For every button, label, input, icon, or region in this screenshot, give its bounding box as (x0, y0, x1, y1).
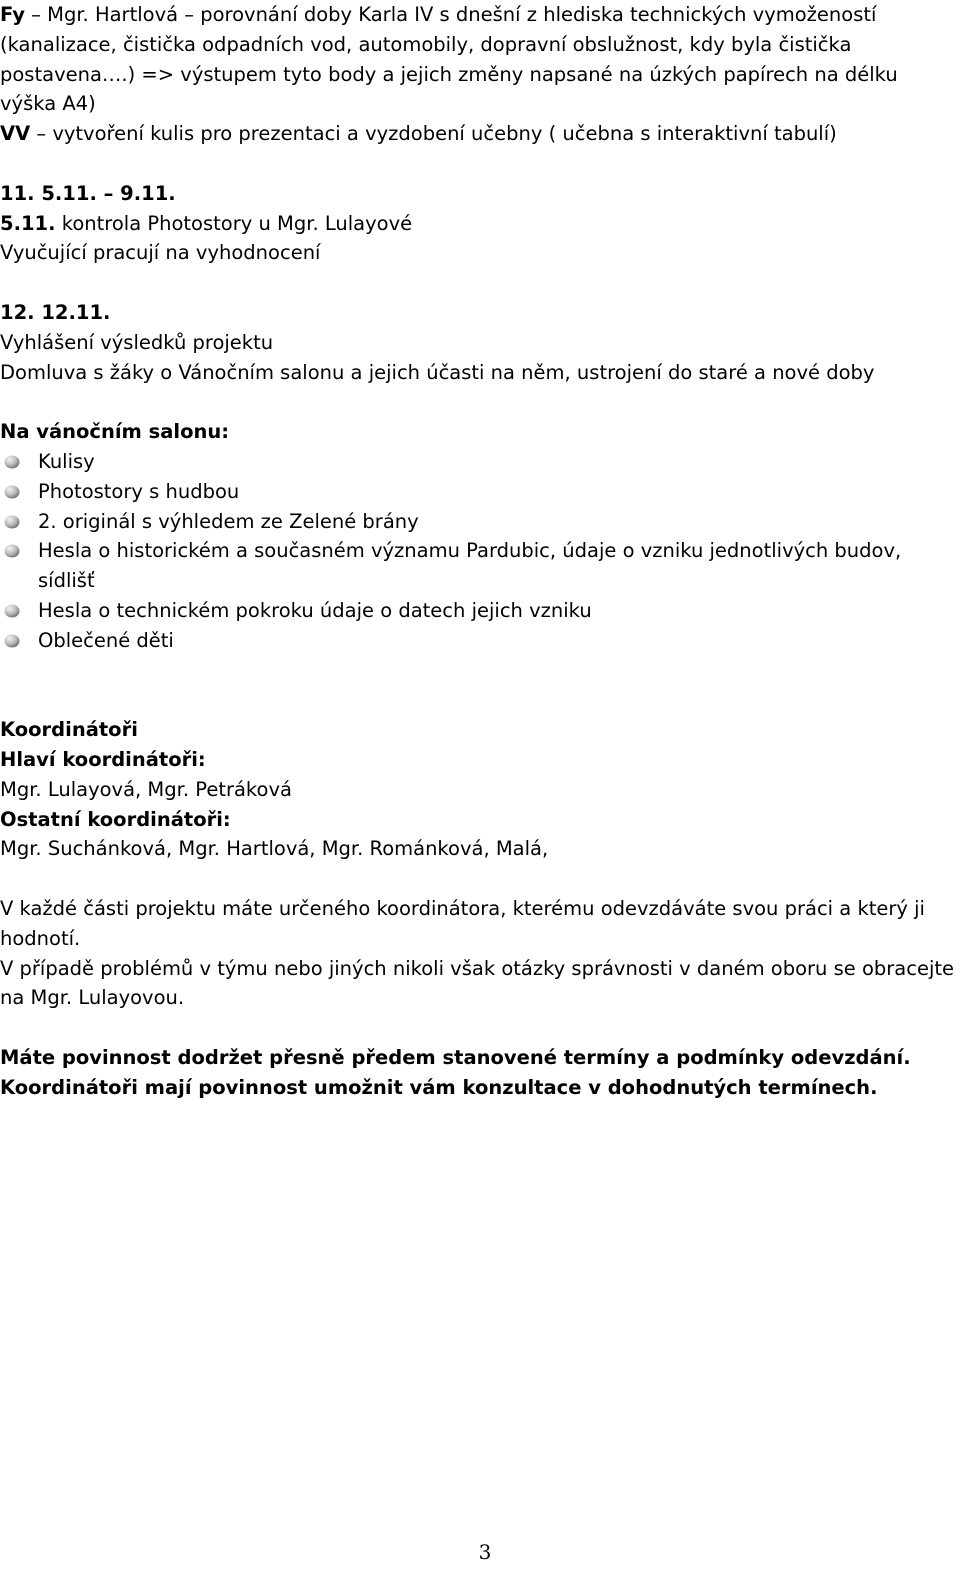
salon-heading: Na vánočním salonu: (0, 420, 230, 444)
results-line: Vyhlášení výsledků projektu (0, 330, 274, 354)
list-item (0, 596, 956, 626)
grey-ball-bullet-icon (4, 515, 20, 529)
control-date: 5.11. (0, 211, 56, 235)
spacer (0, 387, 956, 417)
teachers-line: Vyučující pracují na vyhodnocení (0, 241, 321, 265)
main-coordinators-names: Mgr. Lulayová, Mgr. Petráková (0, 777, 292, 801)
grey-ball-bullet-icon (4, 634, 20, 648)
list-item (0, 447, 956, 477)
spacer (0, 268, 956, 298)
salon-item-text: 2. originál s výhledem ze Zelené brány (38, 509, 419, 533)
obligation-line: Máte povinnost dodržet přesně předem stanovené termíny a podmínky odevzdání. (0, 1045, 911, 1069)
other-coordinators-heading: Ostatní koordinátoři: (0, 807, 231, 831)
main-coordinators-heading: Hlaví koordinátoři: (0, 747, 206, 771)
list-item (0, 536, 956, 596)
salon-item-text: Photostory s hudbou (38, 479, 240, 503)
vv-label: VV (0, 122, 31, 146)
problems-paragraph: V případě problémů v týmu nebo jiných nikoli však otázky správnosti v daném oboru se obracejte na Mgr. Lulayovou. (0, 956, 955, 1010)
control-text: kontrola Photostory u Mgr. Lulayové (55, 211, 413, 235)
grey-ball-bullet-icon (4, 455, 20, 469)
list-item (0, 626, 956, 656)
grey-ball-bullet-icon (4, 544, 20, 558)
date-12-heading: 12. 12.11. (0, 300, 111, 324)
page-number: 3 (478, 1540, 492, 1564)
vv-text: – vytvoření kulis pro prezentaci a vyzdobení učebny ( učebna s interaktivní tabulí) (30, 122, 837, 146)
grey-ball-bullet-icon (4, 485, 20, 499)
salon-item-text: Kulisy (38, 449, 95, 473)
agreement-line: Domluva s žáky o Vánočním salonu a jejich účasti na něm, ustrojení do staré a nové doby (0, 360, 875, 384)
control-line (0, 209, 956, 239)
spacer (0, 685, 956, 715)
spacer (0, 656, 956, 686)
list-item (0, 507, 956, 537)
spacer (0, 1013, 956, 1043)
vv-paragraph (0, 119, 956, 149)
coordinators-heading: Koordinátoři (0, 718, 138, 742)
spacer (0, 864, 956, 894)
date-range-heading: 11. 5.11. – 9.11. (0, 181, 176, 205)
consultation-line: Koordinátoři mají povinnost umožnit vám konzultace v dohodnutých termínech. (0, 1075, 878, 1099)
fy-label: Fy (0, 3, 25, 26)
fy-paragraph (0, 0, 956, 119)
grey-ball-bullet-icon (4, 604, 20, 618)
spacer (0, 149, 956, 179)
salon-item-text: Hesla o technickém pokroku údaje o datech jejich vzniku (38, 598, 592, 622)
salon-list (0, 447, 956, 656)
salon-item-text: Hesla o historickém a současném významu Pardubic, údaje o vzniku jednotlivých budov, sídlišť (38, 539, 902, 593)
other-coordinators-names: Mgr. Suchánková, Mgr. Hartlová, Mgr. Románková, Malá, (0, 837, 549, 861)
list-item (0, 477, 956, 507)
coordinator-paragraph: V každé části projektu máte určeného koordinátora, kterému odevzdáváte svou práci a který ji hodnotí. (0, 896, 925, 950)
salon-item-text: Oblečené děti (38, 628, 174, 652)
fy-text: – Mgr. Hartlová – porovnání doby Karla IV s dnešní z hlediska technických vymožeností (kanalizace, čistička odpadních vod, automobily, dopravní obslužnost, kdy byla čistička postavena….) => výstupem tyto body a jejich změny napsané na úzkých papírech na délku výška A4) (0, 3, 898, 116)
